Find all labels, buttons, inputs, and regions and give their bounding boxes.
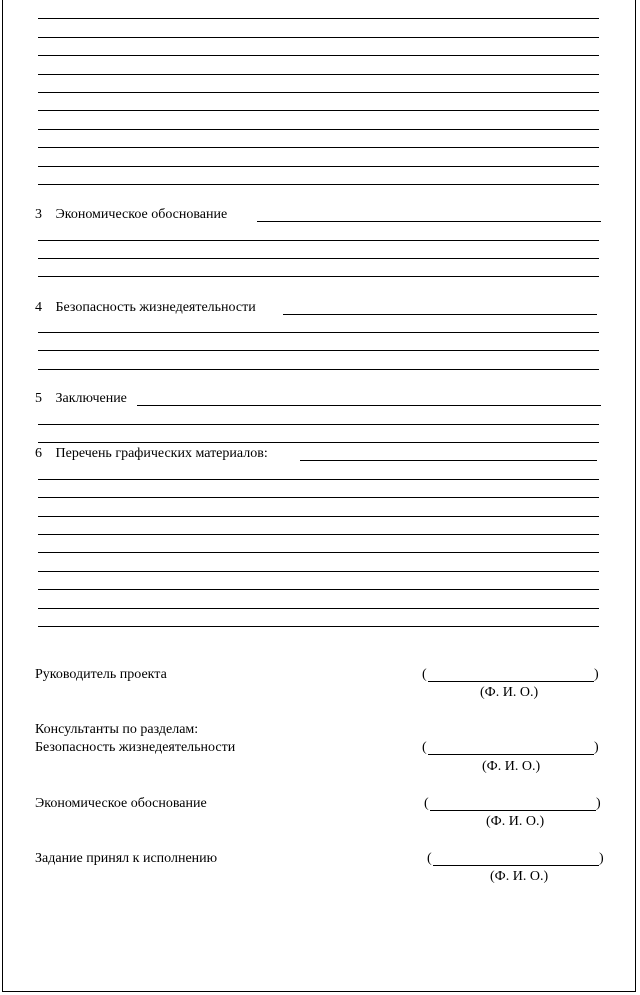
blank-line [38, 74, 599, 75]
blank-line [38, 110, 599, 111]
blank-line [38, 626, 599, 627]
paren-open: ( [424, 796, 429, 811]
paren-close: ) [594, 667, 599, 682]
signature-label-accepted: Задание принял к исполнению [35, 851, 218, 866]
blank-line [38, 497, 599, 498]
blank-line [38, 184, 599, 185]
blank-line [38, 534, 599, 535]
blank-line [38, 424, 599, 425]
fio-caption: (Ф. И. О.) [482, 759, 541, 774]
blank-line [38, 240, 599, 241]
blank-line [38, 37, 599, 38]
fio-caption: (Ф. И. О.) [480, 685, 539, 700]
fill-line [300, 460, 597, 461]
blank-line [38, 147, 599, 148]
paren-open: ( [422, 667, 427, 682]
blank-line [38, 589, 599, 590]
section-title: Экономическое обоснование [55, 207, 228, 222]
page-frame [2, 0, 636, 992]
blank-line [38, 55, 599, 56]
section-number: 4 [35, 300, 42, 315]
blank-line [38, 276, 599, 277]
consultants-heading: Консультанты по разделам: [35, 722, 199, 737]
blank-line [38, 442, 599, 443]
section-6-heading [35, 446, 597, 462]
section-5-heading [35, 391, 601, 407]
section-title: Перечень графических материалов: [55, 446, 268, 461]
signature-line-economics [430, 810, 596, 811]
paren-close: ) [596, 796, 601, 811]
blank-line [38, 608, 599, 609]
signature-line-safety [428, 754, 594, 755]
section-number: 5 [35, 391, 42, 406]
blank-line [38, 552, 599, 553]
blank-line [38, 350, 599, 351]
blank-line [38, 516, 599, 517]
signature-label-head: Руководитель проекта [35, 667, 167, 682]
blank-line [38, 258, 599, 259]
fill-line [283, 314, 597, 315]
blank-line [38, 332, 599, 333]
section-number: 6 [35, 446, 42, 461]
section-number: 3 [35, 207, 42, 222]
blank-line [38, 18, 599, 19]
blank-line [38, 479, 599, 480]
signature-line-head [428, 681, 594, 682]
blank-line [38, 92, 599, 93]
blank-line [38, 129, 599, 130]
signature-label-safety: Безопасность жизнедеятельности [35, 740, 236, 755]
paren-open: ( [427, 851, 432, 866]
fill-line [257, 221, 601, 222]
signature-line-accepted [433, 865, 599, 866]
blank-line [38, 369, 599, 370]
paren-open: ( [422, 740, 427, 755]
section-4-heading [35, 300, 597, 316]
signature-label-economics: Экономическое обоснование [35, 796, 207, 811]
section-title: Заключение [55, 391, 127, 406]
blank-line [38, 166, 599, 167]
fio-caption: (Ф. И. О.) [490, 869, 549, 884]
fill-line [137, 405, 601, 406]
section-3-heading [35, 207, 601, 223]
blank-line [38, 571, 599, 572]
paren-close: ) [594, 740, 599, 755]
section-title: Безопасность жизнедеятельности [55, 300, 256, 315]
fio-caption: (Ф. И. О.) [486, 814, 545, 829]
paren-close: ) [599, 851, 604, 866]
